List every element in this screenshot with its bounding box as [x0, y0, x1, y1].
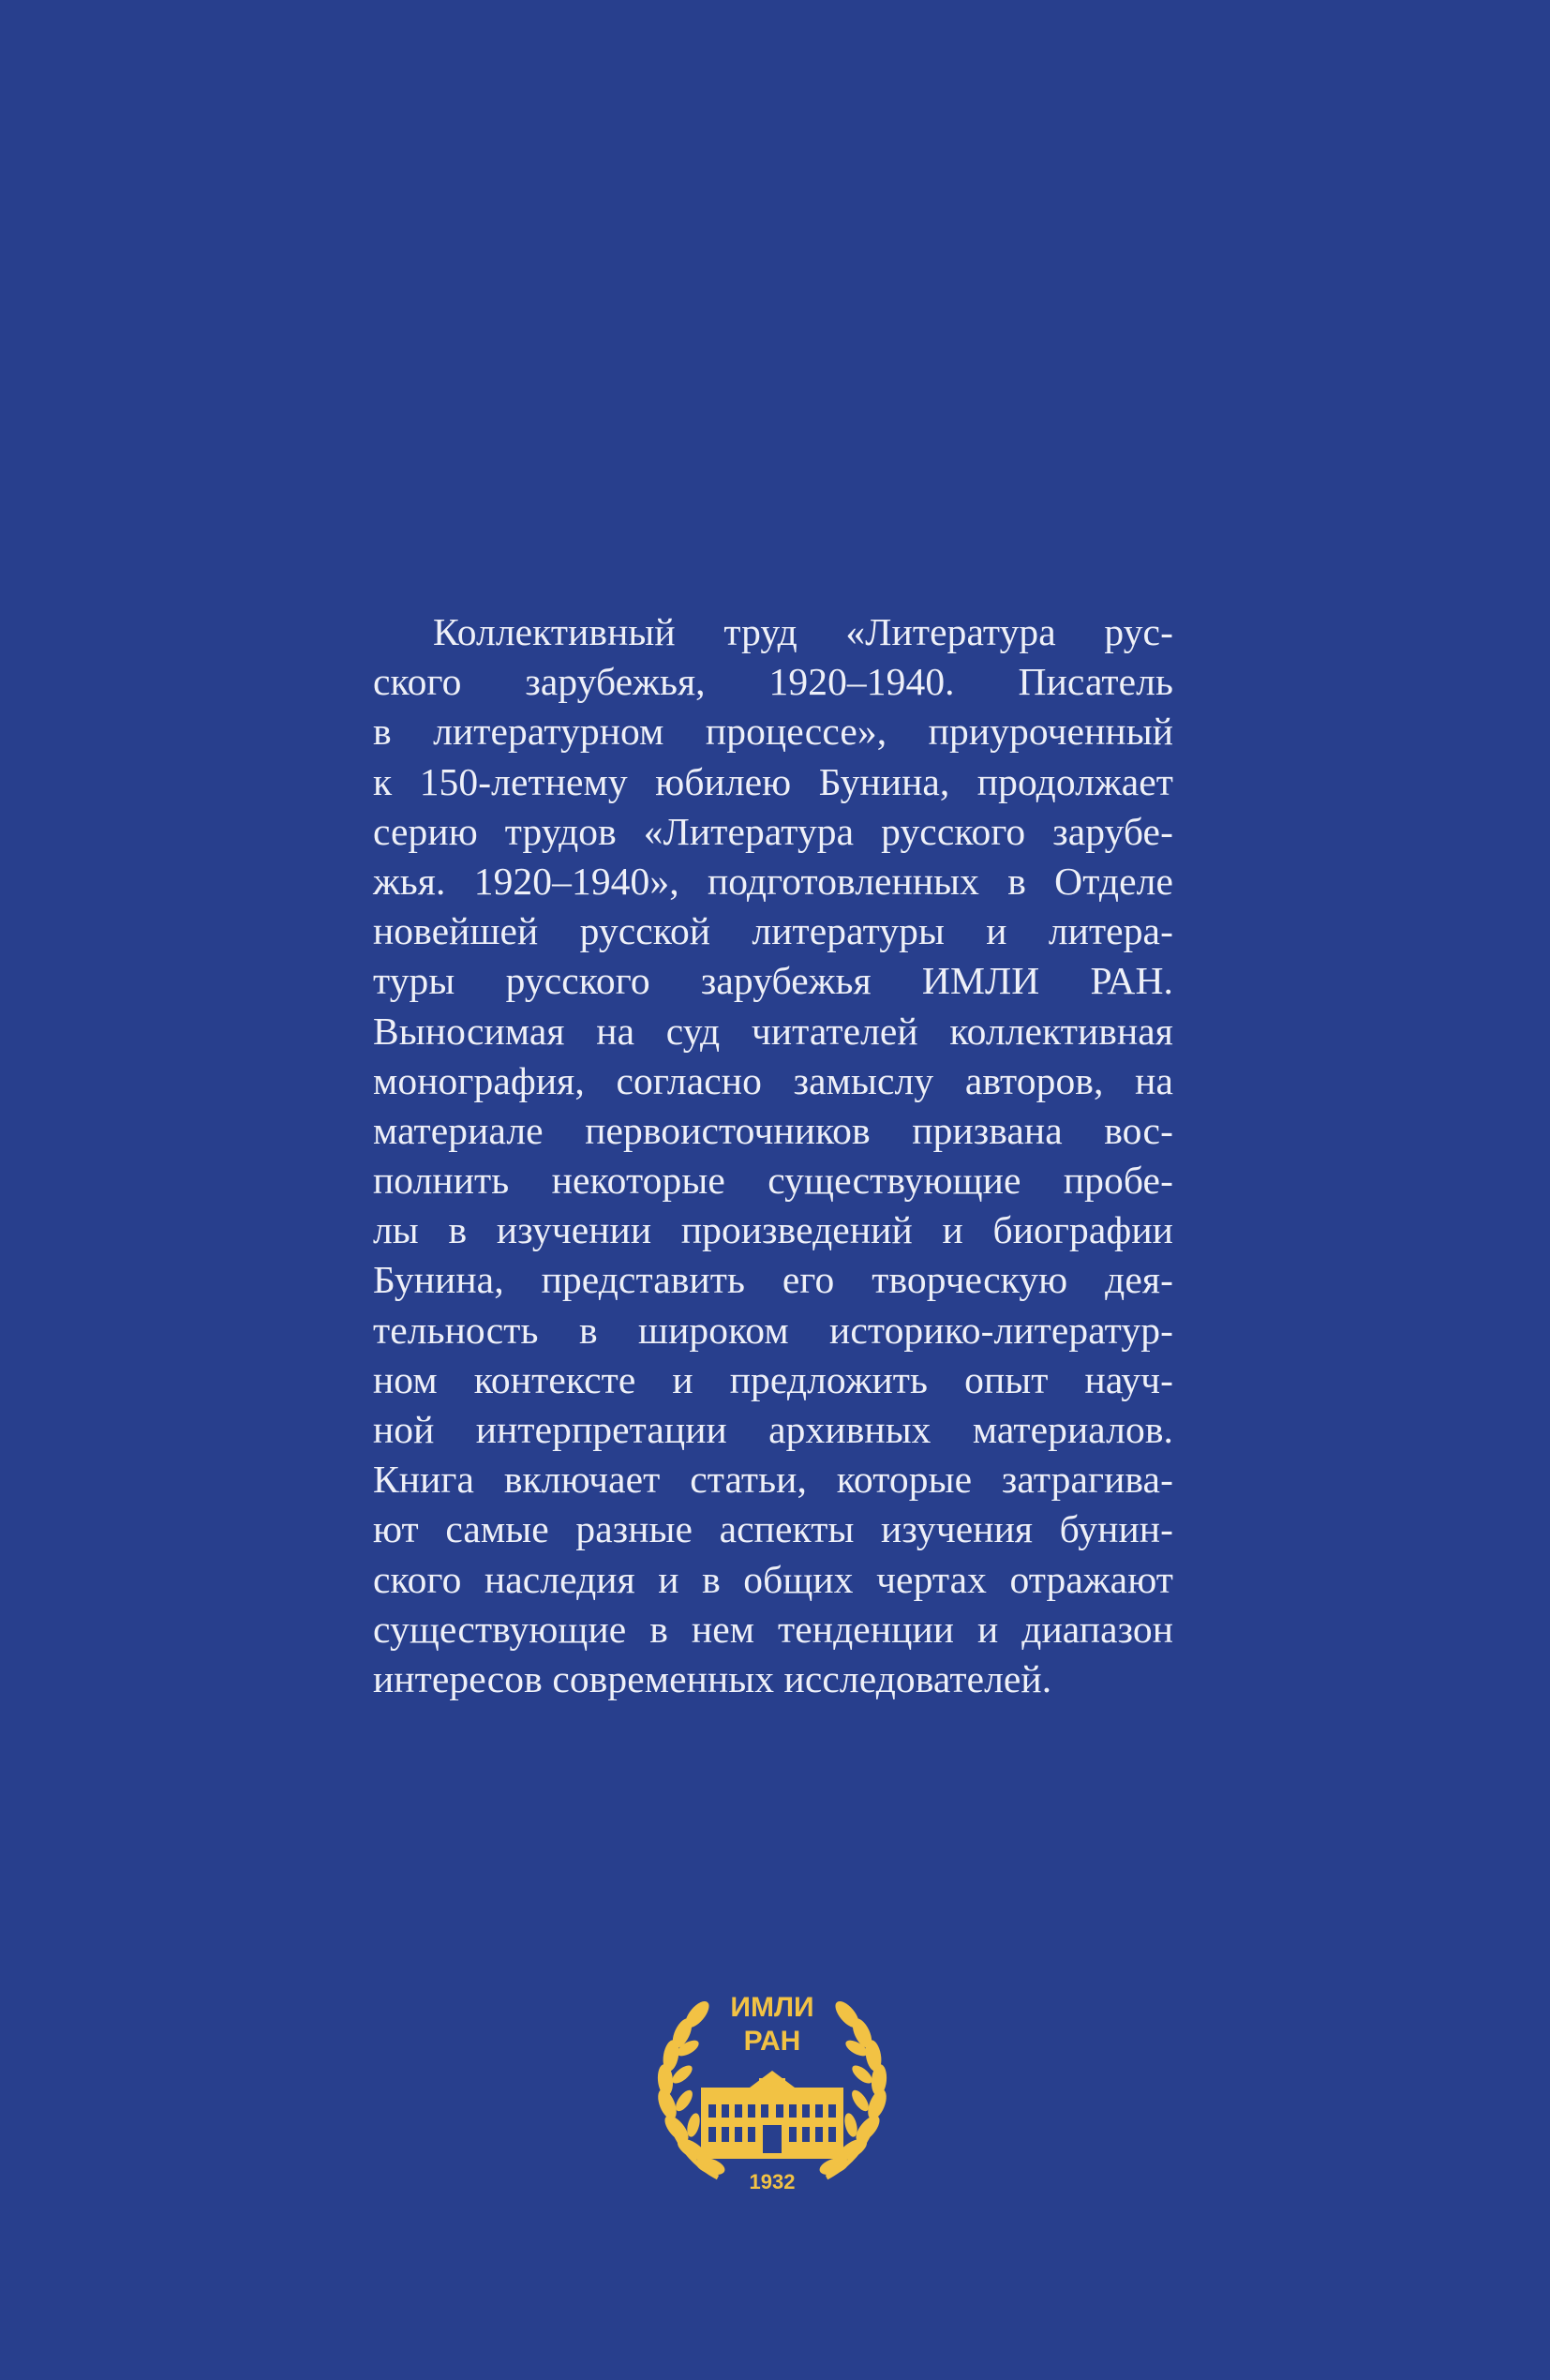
- annotation-line: монография, согласно замыслу авторов, на: [373, 1058, 1173, 1102]
- annotation-line: Книга включает статьи, которые затрагива-: [373, 1458, 1173, 1502]
- annotation-line: новейшей русской литературы и литера-: [373, 909, 1173, 953]
- annotation-line: полнить некоторые существующие пробе-: [373, 1159, 1173, 1203]
- annotation-line: существующие в нем тенденции и диапазон: [373, 1607, 1173, 1651]
- annotation-line: к 150-летнему юбилею Бунина, продолжает: [373, 759, 1173, 803]
- annotation-line: тельность в широком историко-литератур-: [373, 1308, 1173, 1352]
- annotation-line: туры русского зарубежья ИМЛИ РАН.: [373, 959, 1173, 1003]
- emblem-year: 1932: [749, 2170, 796, 2193]
- annotation-line: Бунина, представить его творческую дея-: [373, 1258, 1173, 1302]
- annotation-line: ского наследия и в общих чертах отражают: [373, 1557, 1173, 1601]
- annotation-line: лы в изучении произведений и биографии: [373, 1208, 1173, 1252]
- annotation-line: в литературном процессе», приуроченный: [373, 710, 1173, 754]
- annotation-line: материале первоисточников призвана вос-: [373, 1108, 1173, 1152]
- annotation-line: ют самые разные аспекты изучения бунин-: [373, 1507, 1173, 1551]
- annotation-line: ского зарубежья, 1920–1940. Писатель: [373, 660, 1173, 704]
- annotation-line: ном контексте и предложить опыт науч-: [373, 1357, 1173, 1401]
- annotation-line: ной интерпретации архивных материалов.: [373, 1408, 1173, 1451]
- annotation-line: жья. 1920–1940», подготовленных в Отделе: [373, 859, 1173, 903]
- emblem-line1: ИМЛИ: [730, 1992, 814, 2023]
- imli-ran-emblem-icon: [641, 1973, 903, 2198]
- annotation-line: Выносимая на суд читателей коллективная: [373, 1009, 1173, 1053]
- building-icon: [695, 2071, 849, 2159]
- annotation-line: интересов современных исследователей.: [373, 1656, 1052, 1700]
- emblem-line2: РАН: [743, 2026, 801, 2057]
- annotation-line: серию трудов «Литература русского зарубе-: [373, 809, 1173, 853]
- annotation-line: Коллективный труд «Литература рус-: [433, 610, 1173, 653]
- annotation-text: [373, 607, 1173, 1704]
